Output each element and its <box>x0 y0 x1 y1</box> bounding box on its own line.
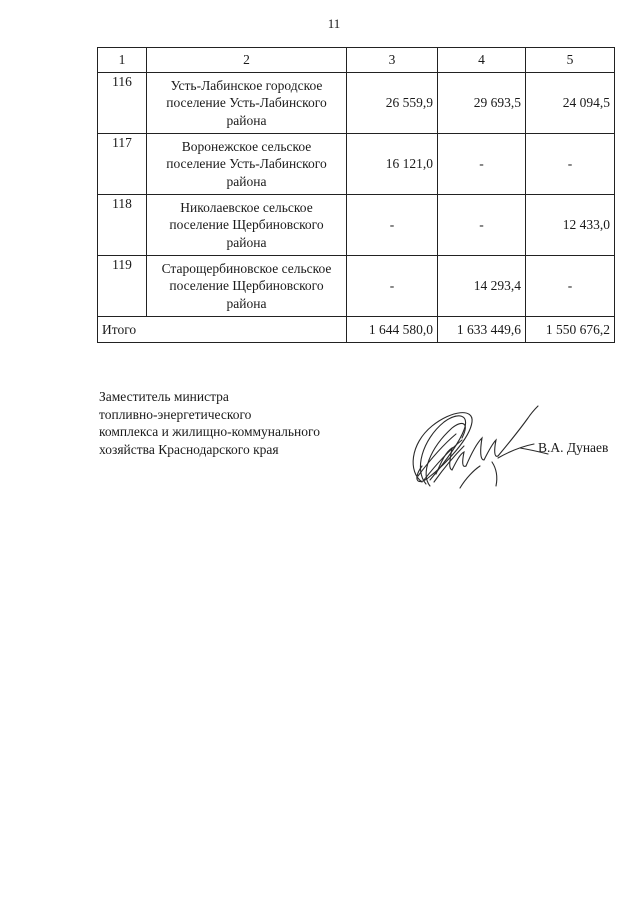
row-number: 118 <box>98 195 147 256</box>
signer-title-line: Заместитель министра <box>99 389 229 404</box>
signer-title-line: комплекса и жилищно-коммунального <box>99 424 320 439</box>
column-header: 4 <box>438 48 526 73</box>
table-row <box>98 134 615 195</box>
signer-name: В.А. Дунаев <box>538 440 609 455</box>
value-col5: - <box>526 256 615 317</box>
signer-title-line: хозяйства Краснодарского края <box>99 441 279 457</box>
total-label: Итого <box>98 317 347 343</box>
value-col5: - <box>526 134 615 195</box>
row-number: 117 <box>98 134 147 195</box>
table-row <box>98 256 615 317</box>
row-number: 119 <box>98 256 147 317</box>
budget-table <box>97 47 615 343</box>
column-header: 2 <box>147 48 347 73</box>
total-row <box>98 317 615 343</box>
page-number: 11 <box>327 16 341 31</box>
value-col5: 12 433,0 <box>526 195 615 256</box>
table-row <box>98 73 615 134</box>
total-col5: 1 550 676,2 <box>526 317 615 343</box>
column-header: 1 <box>98 48 147 73</box>
column-header: 3 <box>347 48 438 73</box>
row-number: 116 <box>98 73 147 134</box>
value-col4: 29 693,5 <box>438 73 526 134</box>
total-col3: 1 644 580,0 <box>347 317 438 343</box>
table-header-row <box>98 48 615 73</box>
signer-title-line: топливно-энергетического <box>99 406 252 422</box>
value-col3: 16 121,0 <box>347 134 438 195</box>
settlement-name: Воронежское сельское поселение Усть-Лабинского района <box>147 134 347 195</box>
value-col3: 26 559,9 <box>347 73 438 134</box>
value-col4: - <box>438 195 526 256</box>
signer-title <box>99 388 320 458</box>
settlement-name: Николаевское сельское поселение Щербиновского района <box>147 195 347 256</box>
value-col3: - <box>347 195 438 256</box>
value-col5: 24 094,5 <box>526 73 615 134</box>
table-row <box>98 195 615 256</box>
total-col4: 1 633 449,6 <box>438 317 526 343</box>
settlement-name: Старощербиновское сельское поселение Щербиновского района <box>147 256 347 317</box>
value-col3: - <box>347 256 438 317</box>
settlement-name: Усть-Лабинское городское поселение Усть-Лабинского района <box>147 73 347 134</box>
value-col4: - <box>438 134 526 195</box>
value-col4: 14 293,4 <box>438 256 526 317</box>
column-header: 5 <box>526 48 615 73</box>
